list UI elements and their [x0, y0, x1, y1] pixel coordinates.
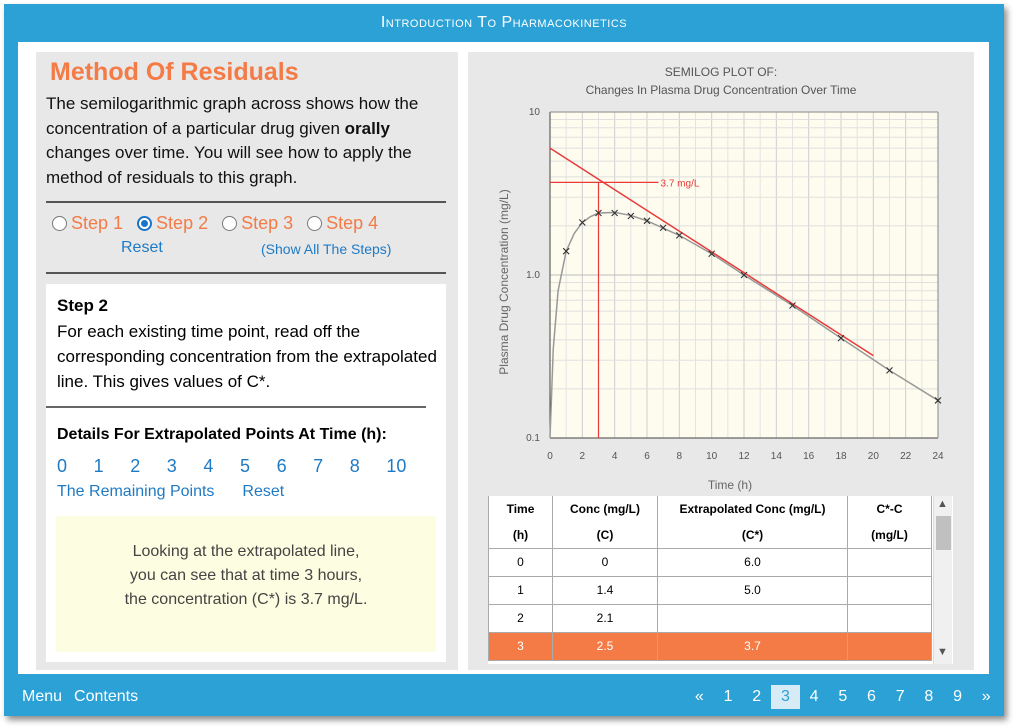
table-cell: 2 — [489, 604, 553, 632]
step-2-radio[interactable] — [137, 213, 208, 234]
table-cell: 1 — [489, 576, 553, 604]
time-link-6[interactable]: 6 — [276, 456, 287, 476]
note-box — [56, 516, 436, 652]
x-tick-label: 2 — [579, 451, 586, 462]
table-cell — [848, 632, 932, 660]
table-cell: 0 — [553, 548, 658, 576]
annotation-label: 3.7 mg/L — [660, 178, 700, 190]
table-cell — [848, 548, 932, 576]
x-tick-label: 6 — [644, 451, 650, 462]
step-label[interactable]: Step 3 — [241, 213, 294, 233]
table-cell: 6.0 — [658, 548, 848, 576]
note-line: you can see that at time 3 hours, — [129, 567, 363, 584]
footer-nav — [22, 688, 150, 706]
time-link-10[interactable]: 10 — [386, 456, 407, 476]
time-link-1[interactable]: 1 — [93, 456, 104, 476]
chevron-down-icon[interactable]: ▼ — [937, 646, 948, 658]
step-heading: Step 2 — [57, 296, 109, 315]
col-header-conc-unit: (C) — [553, 522, 658, 548]
section-title: Method Of Residuals — [50, 58, 299, 86]
table-scrollbar[interactable] — [933, 496, 952, 664]
pagination — [685, 685, 1001, 709]
note-line: the concentration (C*) is 3.7 mg/L. — [124, 591, 368, 608]
divider — [46, 272, 446, 274]
time-link-7[interactable]: 7 — [313, 456, 324, 476]
plot-area — [526, 107, 944, 462]
x-tick-label: 4 — [611, 451, 618, 462]
next-page-button[interactable]: » — [981, 688, 991, 705]
reset-points-link[interactable]: Reset — [242, 483, 285, 500]
chart-title: SEMILOG PLOT OF: — [664, 65, 778, 79]
contents-link[interactable]: Contents — [74, 688, 139, 705]
col-header-time: Time — [489, 496, 553, 522]
menu-link[interactable]: Menu — [22, 688, 63, 705]
table-row — [489, 604, 932, 632]
step-4-radio[interactable] — [307, 213, 378, 234]
y-tick-label: 10 — [528, 107, 540, 118]
reset-steps-link[interactable]: Reset — [121, 239, 163, 256]
chart-subtitle: Changes In Plasma Drug Concentration Over Time — [585, 83, 857, 97]
page-link[interactable]: 7 — [895, 688, 905, 705]
time-link-3[interactable]: 3 — [166, 456, 177, 476]
app-title: Introduction To Pharmacokinetics — [380, 14, 628, 31]
x-tick-label: 14 — [770, 451, 782, 462]
table-cell: 1.4 — [553, 576, 658, 604]
table-cell: 3 — [489, 632, 553, 660]
time-link-4[interactable]: 4 — [203, 456, 214, 476]
time-link-8[interactable]: 8 — [349, 456, 360, 476]
table-cell — [658, 604, 848, 632]
page-link[interactable]: 1 — [723, 688, 733, 705]
x-axis-label: Time (h) — [707, 478, 753, 492]
extra-links — [57, 483, 284, 501]
col-header-time-unit: (h) — [489, 522, 553, 548]
x-tick-label: 10 — [706, 451, 718, 462]
right-panel — [468, 52, 974, 670]
step-label[interactable]: Step 1 — [71, 213, 124, 233]
col-header-extrapolated: Extrapolated Conc (mg/L) — [658, 496, 848, 522]
table-row — [489, 548, 932, 576]
col-header-conc: Conc (mg/L) — [553, 496, 658, 522]
page-link[interactable]: 9 — [953, 688, 962, 705]
time-link-5[interactable]: 5 — [239, 456, 250, 476]
x-tick-label: 20 — [867, 451, 879, 462]
y-tick-label: 1.0 — [526, 270, 540, 281]
table-cell: 2.5 — [553, 632, 658, 660]
page-link[interactable]: 5 — [838, 688, 848, 705]
x-tick-label: 12 — [738, 451, 750, 462]
divider — [46, 406, 426, 408]
step-text: For each existing time point, read off the corresponding concentration from the extrapolated line. This gives values of C*. — [57, 322, 437, 391]
left-panel — [36, 52, 458, 670]
table-cell: 5.0 — [658, 576, 848, 604]
radio-icon[interactable] — [222, 216, 237, 231]
y-tick-label: 0.1 — [526, 433, 540, 444]
step-label[interactable]: Step 4 — [326, 213, 379, 233]
note-line: Looking at the extrapolated line, — [132, 543, 360, 560]
radio-icon[interactable] — [52, 216, 67, 231]
x-tick-label: 18 — [835, 451, 847, 462]
intro-text-start: The semilogarithmic graph across shows how the concentration of a particular drug given — [46, 94, 419, 138]
data-table — [488, 496, 953, 664]
x-tick-label: 16 — [803, 451, 815, 462]
table-cell: 3.7 — [658, 632, 848, 660]
time-link-2[interactable]: 2 — [130, 456, 141, 476]
page-link[interactable]: 2 — [752, 688, 762, 705]
table-cell — [848, 604, 932, 632]
show-all-steps-link[interactable]: (Show All The Steps) — [261, 241, 392, 257]
step-3-radio[interactable] — [222, 213, 293, 234]
semilog-chart — [468, 52, 974, 492]
chevron-up-icon[interactable]: ▲ — [937, 498, 948, 510]
step-selector — [52, 213, 378, 234]
page-link[interactable]: 6 — [867, 688, 876, 705]
intro-text-bold: orally — [344, 118, 390, 138]
table-cell: 0 — [489, 548, 553, 576]
y-axis-label: Plasma Drug Concentration (mg/L) — [497, 189, 511, 375]
x-tick-label: 22 — [900, 451, 912, 462]
step-1-radio[interactable] — [52, 213, 123, 234]
x-tick-label: 8 — [676, 451, 683, 462]
time-link-0[interactable]: 0 — [57, 456, 68, 476]
step-label[interactable]: Step 2 — [156, 213, 209, 233]
col-header-residual-unit: (mg/L) — [848, 522, 932, 548]
details-heading: Details For Extrapolated Points At Time (h): — [57, 426, 387, 443]
table-cell — [848, 576, 932, 604]
col-header-residual: C*-C — [848, 496, 932, 522]
app-frame — [4, 4, 1004, 716]
table-row — [489, 576, 932, 604]
time-links — [57, 456, 423, 477]
x-tick-label: 0 — [547, 451, 553, 462]
table-row-highlighted — [489, 632, 932, 660]
intro-text-end: changes over time. You will see how to apply the method of residuals to this graph. — [46, 143, 412, 187]
remaining-points-link[interactable]: The Remaining Points — [57, 483, 215, 500]
col-header-extrapolated-unit: (C*) — [658, 522, 848, 548]
page-link[interactable]: 8 — [924, 688, 934, 705]
scroll-thumb[interactable] — [936, 516, 951, 550]
prev-page-button[interactable]: « — [694, 688, 704, 705]
divider — [46, 201, 446, 203]
page-link[interactable]: 4 — [809, 688, 819, 705]
page-link-current[interactable]: 3 — [771, 685, 800, 709]
radio-icon[interactable] — [307, 216, 322, 231]
x-tick-label: 24 — [932, 451, 944, 462]
step-detail-box — [46, 284, 446, 662]
intro-text — [46, 92, 446, 190]
content-area — [18, 42, 989, 674]
radio-selected-icon[interactable] — [137, 216, 152, 231]
table-cell: 2.1 — [553, 604, 658, 632]
